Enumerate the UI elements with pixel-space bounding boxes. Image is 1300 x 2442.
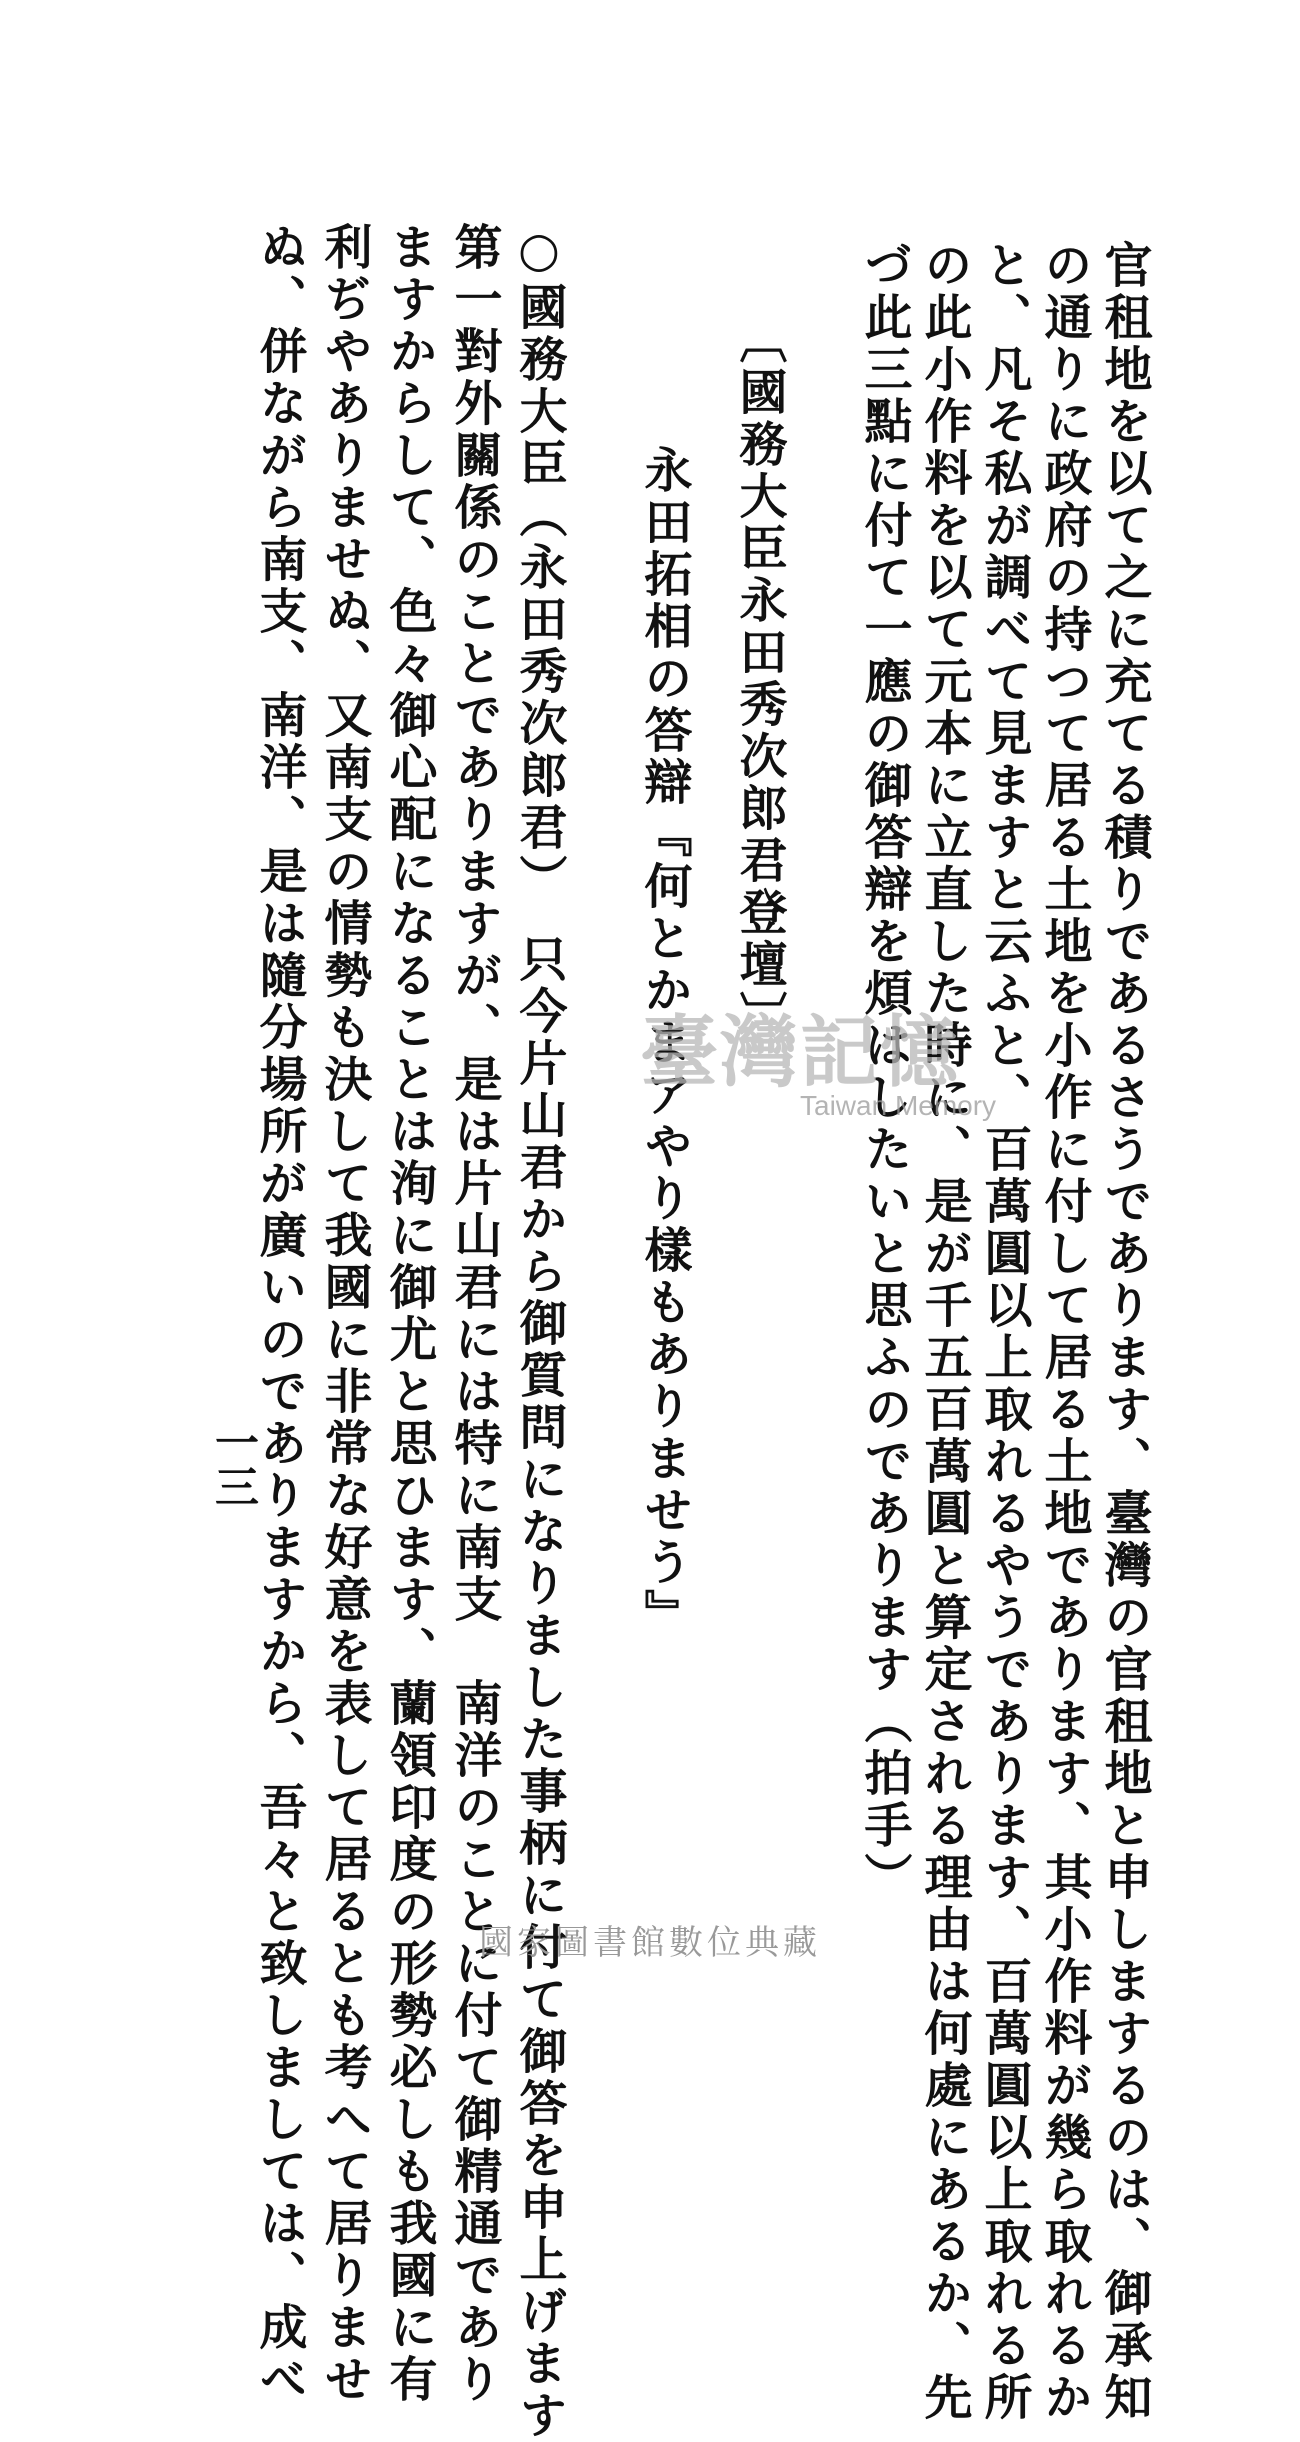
watermark-logo-en: Taiwan Memory <box>800 1090 997 1121</box>
section-heading: 永田拓相の答辯『何とかまアやり樣もありませう』 <box>636 445 692 1641</box>
text-column-speaker: ○國務大臣（永田秀次郎君） 只今片山君から御質問になりました事柄に付て御答を申上げます <box>511 222 567 2442</box>
text-column-11: 利ぢやありませぬ、又南支の情勢も決して我國に非常な好意を表して居るとも考へて居りませ <box>316 222 372 2406</box>
text-column-12: ぬ、併ながら南支、南洋、是は隨分場所が廣いのでありますから、吾々と致しましては、成べ <box>251 222 307 2406</box>
text-column-5: づ此三點に付て一應の御答辯を煩はしたいと思ふのであります（拍手） <box>856 240 912 1904</box>
footer-caption: 國家圖書館數位典藏 <box>479 1923 821 1963</box>
text-column-3: と、凡そ私が調べて見ますと云ふと、百萬圓以上取れるやうであります、百萬圓以上取れる所 <box>976 240 1032 2424</box>
text-column-4: の此小作料を以て元本に立直した時に、是が千五百萬圓と算定される理由は何處にあるか、先 <box>916 240 972 2424</box>
watermark-logo: 臺灣記憶 <box>640 1007 961 1098</box>
page-number: 一三 <box>207 1420 258 1508</box>
text-column-9: 第一對外關係のことでありますが、是は片山君には特に南支 南洋のことに付て御精通であり <box>446 222 502 2406</box>
text-column-2: の通りに政府の持つて居る土地を小作に付して居る土地であります、其小作料が幾ら取れるか <box>1036 240 1092 2424</box>
text-column-1: 官租地を以て之に充てる積りであるさうであります、臺灣の官租地と申しまするのは、御承知 <box>1096 240 1152 2424</box>
text-column-10: ますからして、色々御心配になることは洵に御尤と思ひます、蘭領印度の形勢必しも我國に有 <box>381 222 437 2406</box>
stage-direction: 〔國務大臣永田秀次郎君登壇〕 <box>731 315 787 1043</box>
